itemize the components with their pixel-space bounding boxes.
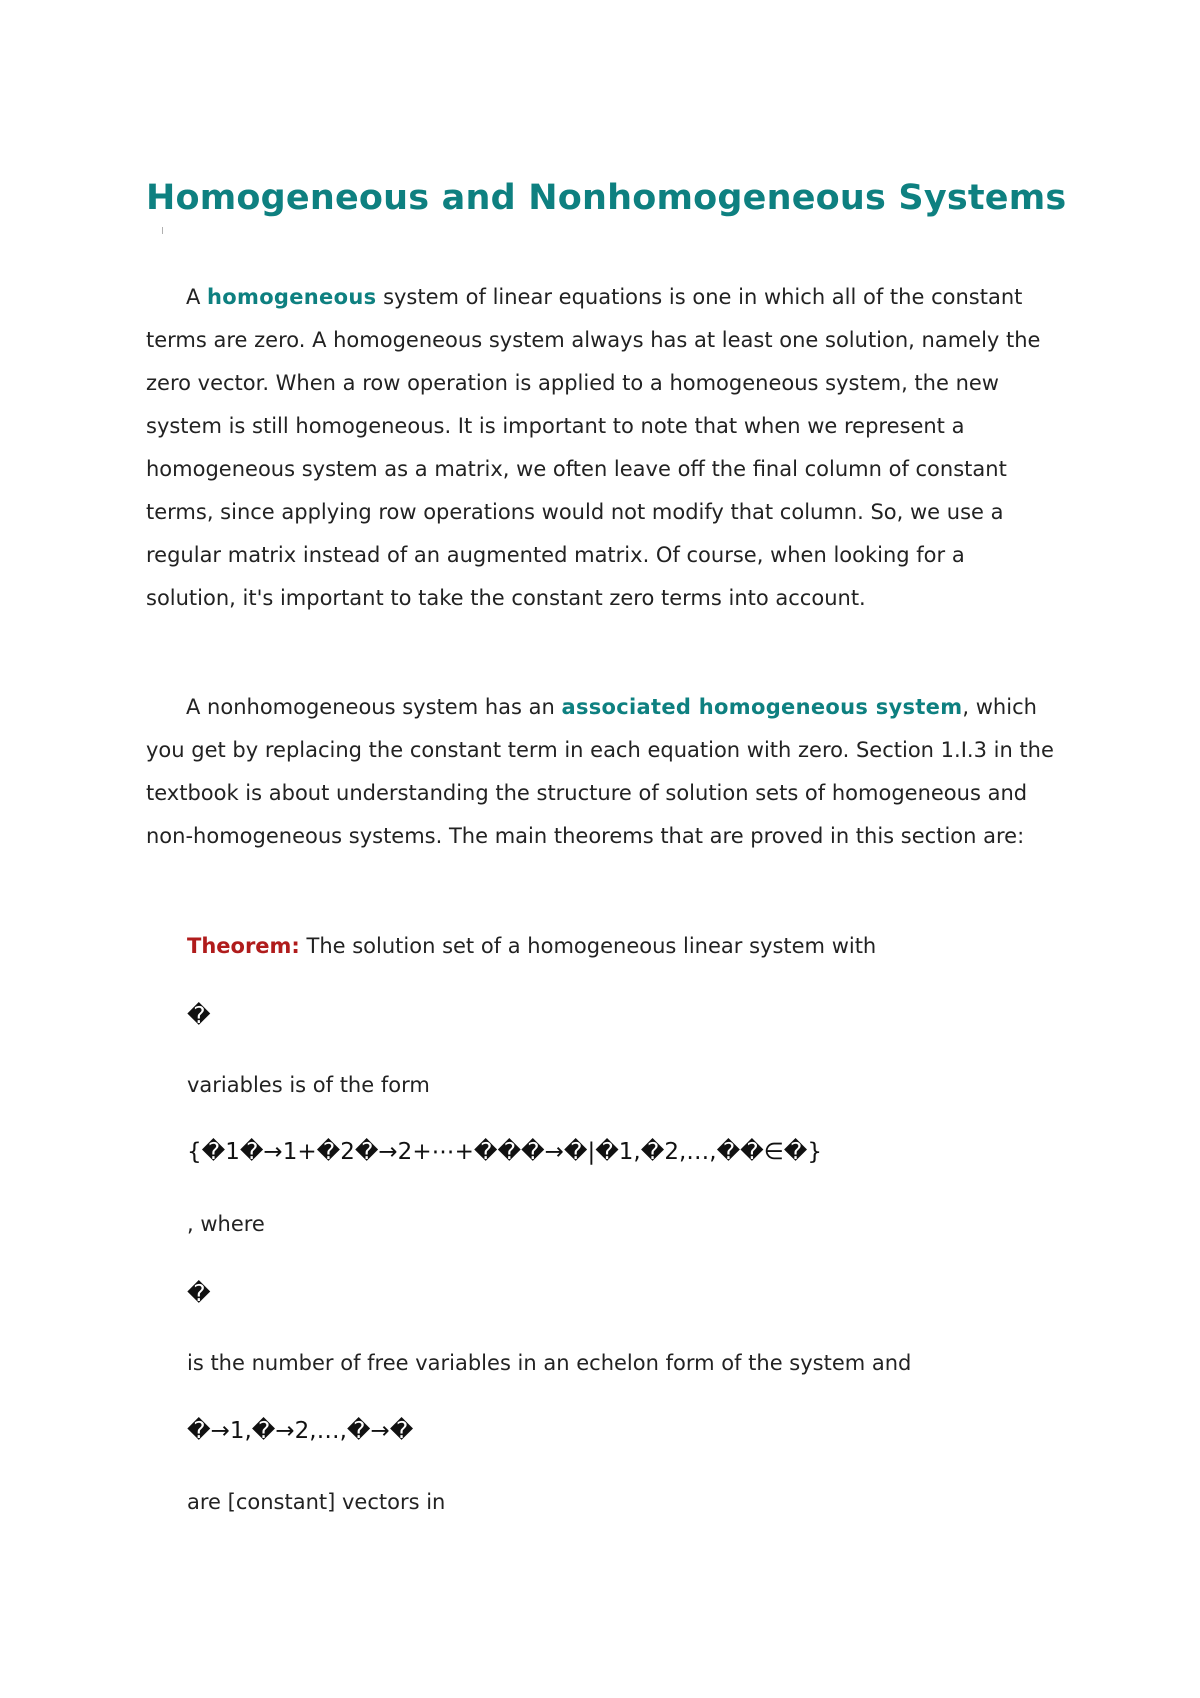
math-symbol-k: � [187,1281,211,1307]
page-title: Homogeneous and Nonhomogeneous Systems [146,178,1067,218]
theorem-text-variables: variables is of the form [187,1073,430,1097]
math-formula-solution-set: {�1�→1+�2�→2+⋯+���→�|�1,�2,…,��∈�} [187,1139,823,1165]
paragraph1-intro-text: A [186,285,208,309]
theorem-text-where: , where [187,1212,265,1236]
math-formula-vectors: �→1,�→2,…,�→� [187,1418,414,1444]
theorem-statement [187,934,876,958]
paragraph2-intro-text: A nonhomogeneous system has an [186,695,562,719]
paragraph1-body-text: system of linear equations is one in which all of the constant terms are zero. A homogeneous system always has at least one solution, namely the zero vector. When a row operation is applied to a homogeneous system, the new system is still homogeneous. It is important to note that when we represent a homogeneous system as a matrix, we often leave off the final column of constant terms, since applying row operations would not modify that column. So, we use a regular matrix instead of an augmented matrix. Of course, when looking for a solution, it's important to take the constant zero terms into account. [146,285,1041,610]
term-homogeneous: homogeneous [207,285,377,309]
term-associated-homogeneous-system: associated homogeneous system [561,695,963,719]
theorem-label: Theorem: [187,934,300,958]
decorative-tick-mark [162,227,163,234]
theorem-text-constant-vectors: are [constant] vectors in [187,1490,446,1514]
paragraph-homogeneous-definition [146,276,1056,620]
theorem-text: The solution set of a homogeneous linear system with [299,934,877,958]
paragraph-nonhomogeneous [146,686,1056,858]
math-symbol-n: � [187,1003,211,1029]
paragraph2-body-text: , which you get by replacing the constant term in each equation with zero. Section 1.I.3 in the textbook is about understanding the structure of solution sets of homogeneous and non-homogeneous systems. The main theorems that are proved in this section are: [146,695,1054,848]
theorem-text-free-variables: is the number of free variables in an echelon form of the system and [187,1351,912,1375]
